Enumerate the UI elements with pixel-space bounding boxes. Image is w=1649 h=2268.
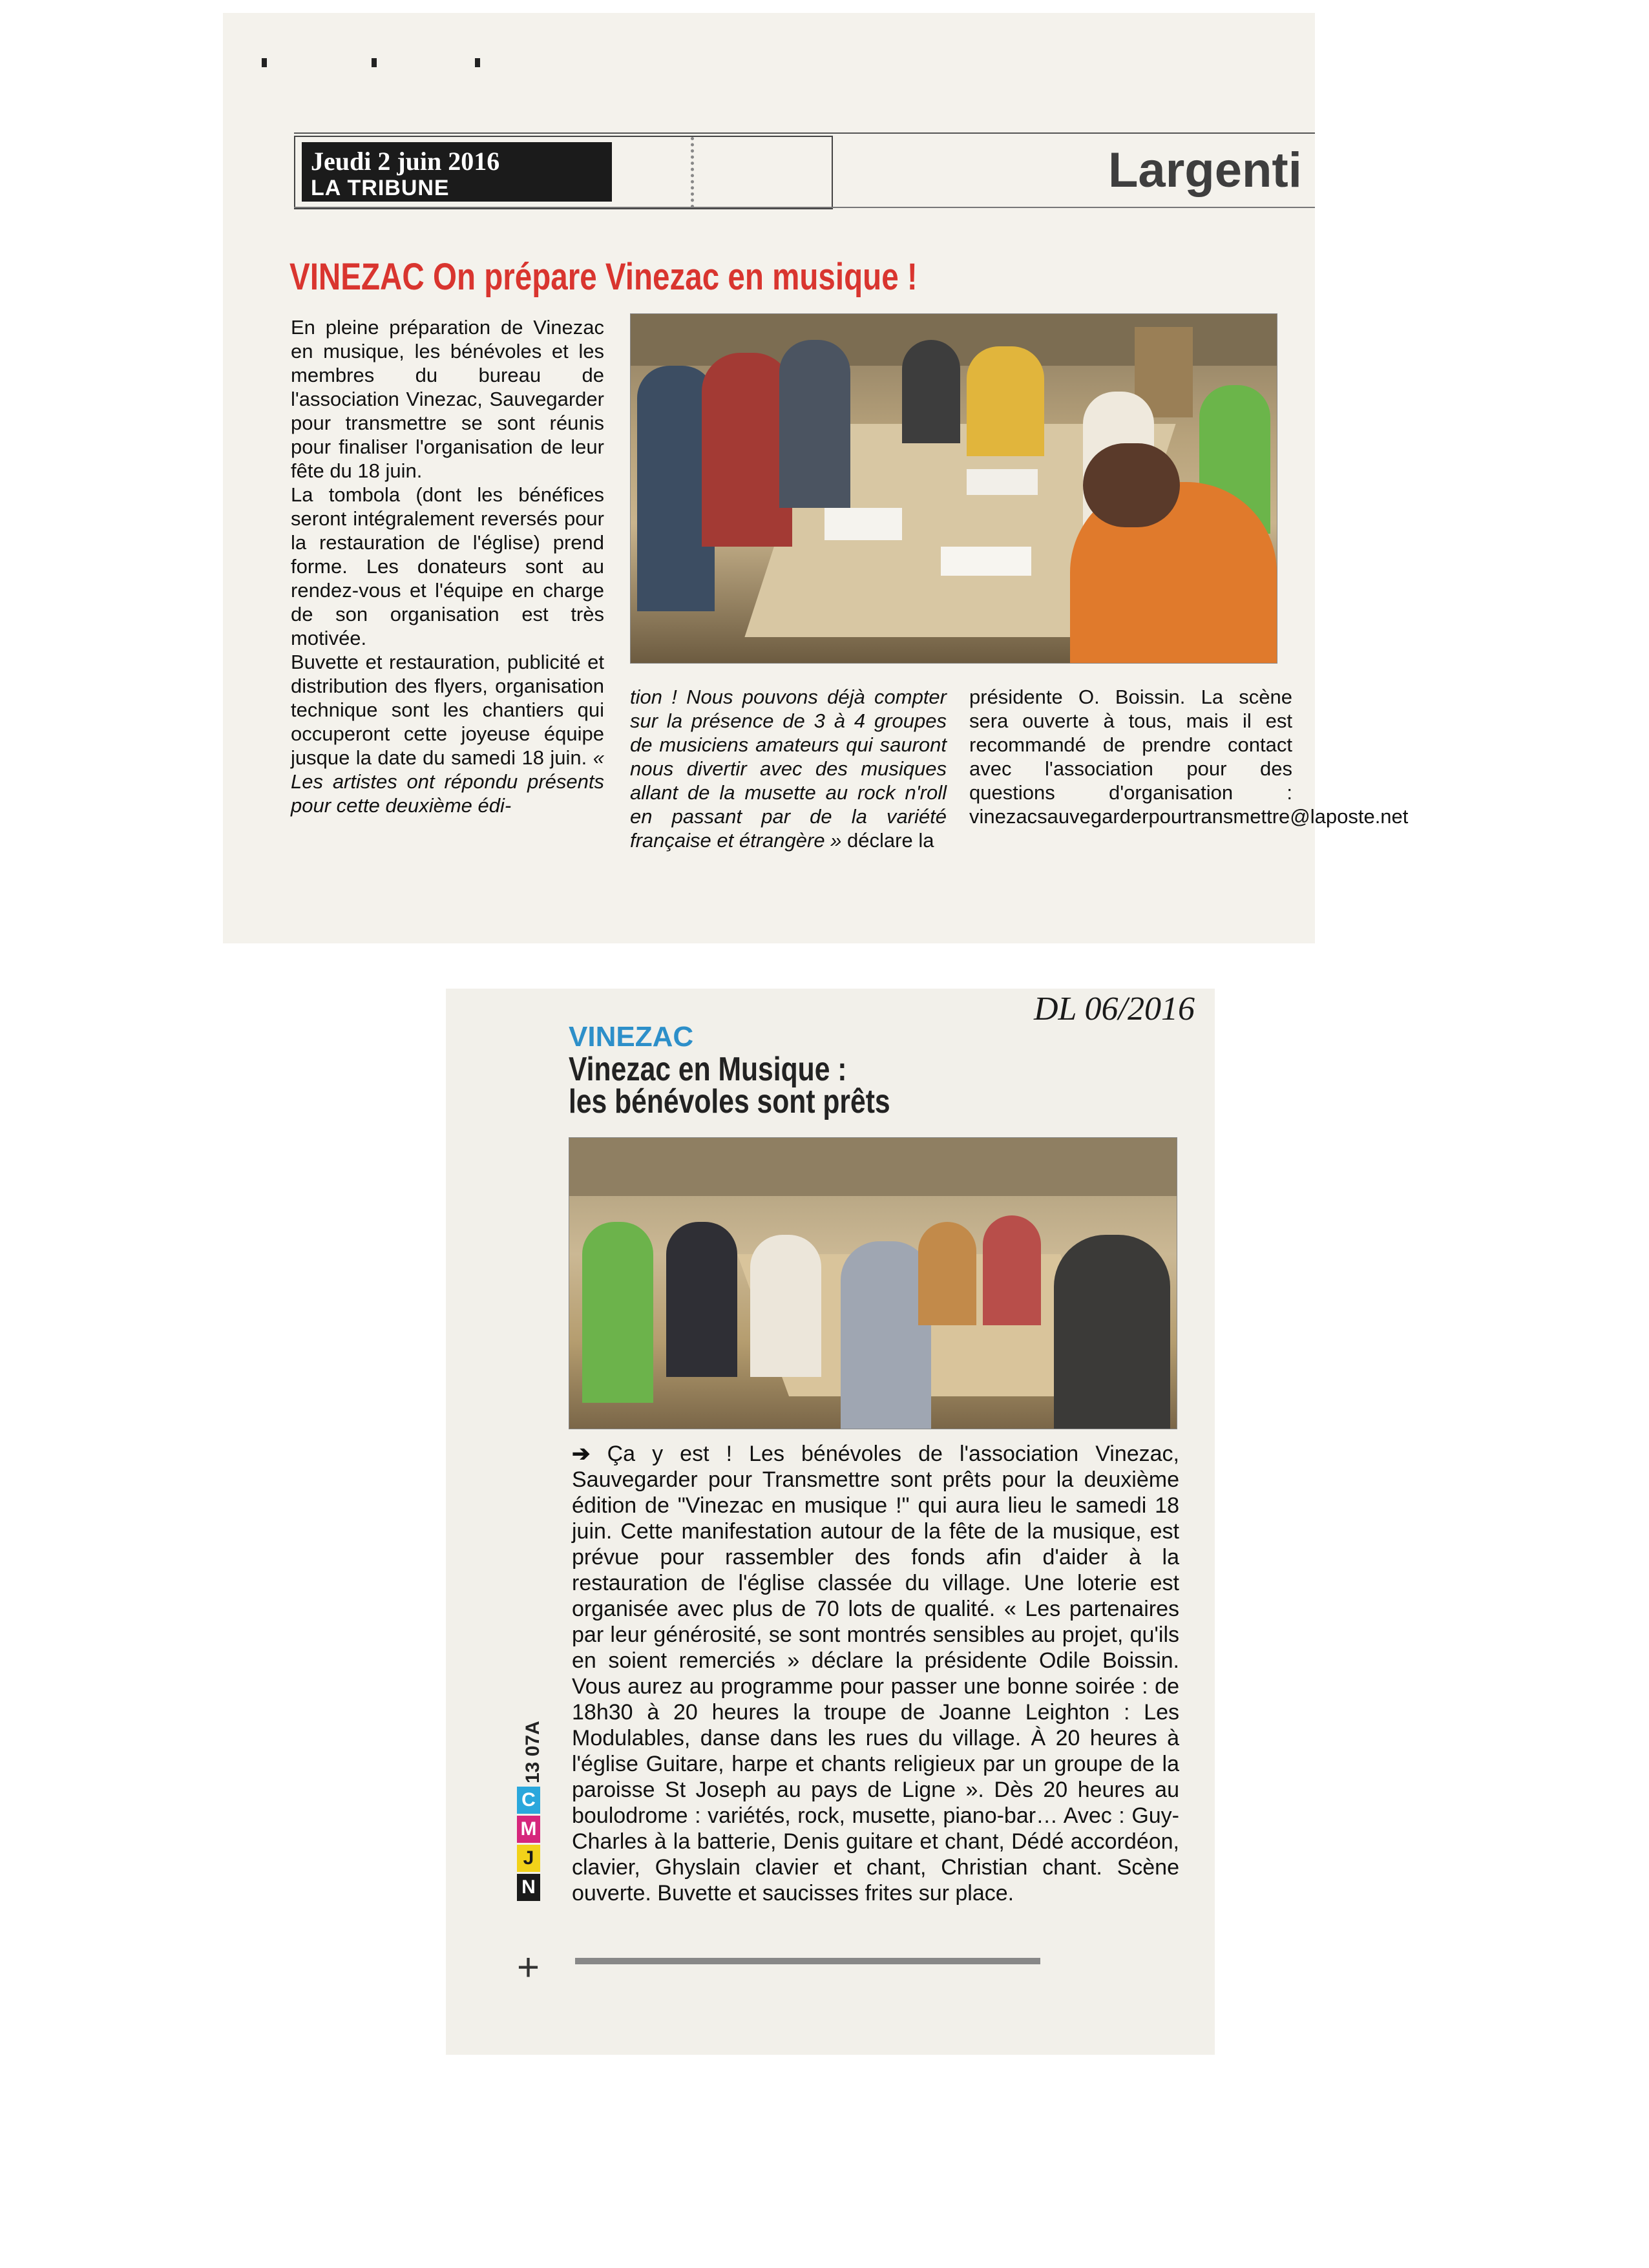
column-2-text [630,685,947,852]
headline-line-2: les bénévoles sont prêts [569,1083,890,1120]
article-headline: VINEZAC On prépare Vinezac en musique ! [289,256,918,298]
newspaper-name: LA TRIBUNE [311,176,450,200]
arrow-icon: ➔ [572,1442,591,1466]
article-headline [569,1053,890,1118]
handwritten-note: DL 06/2016 [1034,991,1195,1027]
article-body [572,1441,1179,1906]
cmyk-marks [517,1787,543,1903]
volunteers-photo [569,1137,1177,1429]
dotted-separator [691,137,698,208]
dl-clipping [446,989,1215,2055]
meeting-photo [630,313,1277,664]
section-title: Largenti [1108,143,1302,198]
article-column-1 [291,315,604,817]
registration-cross-icon: + [517,1946,540,1989]
cmyk-cyan: C [517,1787,540,1814]
paragraph-3-text: Buvette et restauration, publicité et distribution des flyers, organisation technique sont les chantiers qui occuperont cette joyeuse équipe jusque la date du samedi 18 juin. [291,651,604,769]
kicker: VINEZAC [569,1021,694,1053]
tribune-clipping [223,13,1409,943]
headline-line-1: Vinezac en Musique : [569,1051,847,1088]
print-bar [575,1958,1040,1964]
cmyk-magenta: M [517,1816,540,1843]
article-column-3 [969,685,1409,828]
paragraph-3-quote: « Les artistes ont répondu présents pour cette deuxième édi- [291,746,604,817]
article-text: Ça y est ! Les bénévoles de l'association Vinezac, Sauvegarder pour Transmettre sont prêts pour la deuxième édition de "Vinezac en musique !" qui aura lieu le samedi 18 juin. Cette manifestation autour de la fête de la musique, est prévue pour rassembler des fonds afin d'aider à la restauration de l'église classée du village. Une loterie est organisée avec plus de 70 lots de qualité. « Les partenaires par leur générosité, se sont montrés sensibles au projet, qu'ils en soient remerciés » déclare la présidente Odile Boissin. Vous aurez au programme pour passer une bonne soirée : de 18h30 à 20 heures la troupe de Joanne Leighton : Les Modulables, danse dans les rues du village. À 20 heures à l'église Guitare, harpe et chants religieux par un groupe de la paroisse St Joseph au pays de Ligne ». Dès 20 heures au boulodrome : variétés, rock, musette, piano-bar… Avec : Guy-Charles à la batterie, Denis guitare et chant, Dédé accordéon, clavier, Ghyslain clavier et chant, Christian chant. Scène ouverte. Buvette et saucisses frites sur place. [572,1442,1179,1906]
cmyk-yellow: J [517,1845,540,1872]
date-box [302,142,612,202]
article-column-2 [630,685,947,852]
header-rule-bottom [294,207,1315,208]
date-block [294,136,833,209]
print-marks [223,58,1315,71]
column-2-quote: tion ! Nous pouvons déjà compter sur la présence de 3 à 4 groupes de musiciens amateurs qui sauront nous divertir avec des musiques allant de la musette au rock n'roll en passant par de la variété française et étrangère » [630,686,947,852]
cmyk-black: N [517,1874,540,1901]
column-3-text: présidente O. Boissin. La scène sera ouverte à tous, mais il est recommandé de prendre contact avec l'association pour des questions d'organisation : vinezacsauvegarderpourtransmettre@laposte.net [969,686,1409,828]
paragraph-1: En pleine préparation de Vinezac en musique, les bénévoles et les membres du bureau de l'association Vinezac, Sauvegarder pour transmettre se sont réunis pour finaliser l'organisation de leur fête du 18 juin. [291,316,604,482]
paragraph-3 [291,650,604,817]
header-rule [294,132,1315,134]
paragraph-2: La tombola (dont les bénéfices seront intégralement reversés pour la restauration de l'église) prend forme. Les donateurs sont au rendez-vous et l'équipe en charge de son organisation est très motivée. [291,483,604,649]
page-code: 13 07A [522,1721,543,1783]
column-2-tail: déclare la [841,829,934,852]
issue-date: Jeudi 2 juin 2016 [311,147,500,176]
